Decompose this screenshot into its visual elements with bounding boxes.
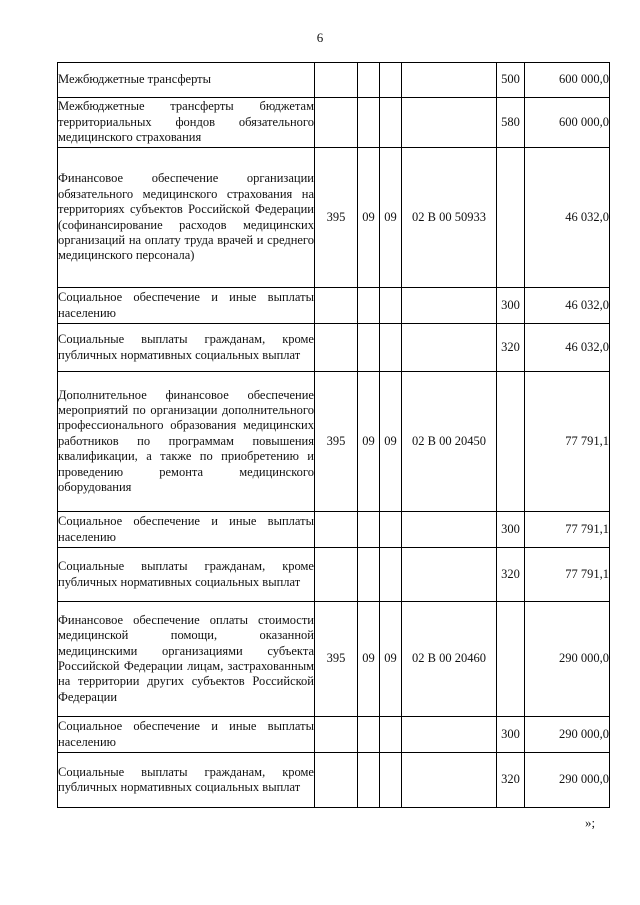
table-row <box>58 148 610 288</box>
subsection-code <box>380 753 402 808</box>
table-row <box>58 602 610 717</box>
section-code: 09 <box>358 148 380 288</box>
amount: 77 791,1 <box>525 548 610 602</box>
expense-type: 320 <box>497 548 525 602</box>
section-code: 09 <box>358 372 380 512</box>
table-row <box>58 324 610 372</box>
ministry-code <box>315 98 358 148</box>
section-code <box>358 717 380 753</box>
expense-type <box>497 148 525 288</box>
target-article <box>402 324 497 372</box>
subsection-code: 09 <box>380 602 402 717</box>
subsection-code <box>380 548 402 602</box>
subsection-code <box>380 717 402 753</box>
target-article: 02 В 00 20460 <box>402 602 497 717</box>
amount: 46 032,0 <box>525 324 610 372</box>
row-name: Дополнительное финансовое обеспечение мероприятий по организации дополнительного профессионального образования медицинских работников по программам повышения квалификации, а также по приобретению и проведению ремонта медицинского оборудования <box>58 372 315 512</box>
page-number: 6 <box>316 30 324 45</box>
ministry-code: 395 <box>315 372 358 512</box>
table-row <box>58 548 610 602</box>
ministry-code <box>315 548 358 602</box>
section-code <box>358 324 380 372</box>
closing-quote-mark: »; <box>585 815 596 830</box>
row-name: Социальное обеспечение и иные выплаты населению <box>58 512 315 548</box>
ministry-code: 395 <box>315 602 358 717</box>
amount: 46 032,0 <box>525 288 610 324</box>
amount: 46 032,0 <box>525 148 610 288</box>
expense-type <box>497 602 525 717</box>
section-code <box>358 512 380 548</box>
amount: 77 791,1 <box>525 372 610 512</box>
row-name: Финансовое обеспечение оплаты стоимости медицинской помощи, оказанной медицинскими организациями субъекта Российской Федерации лицам, застрахованным на территории других субъектов Российской Федерации <box>58 602 315 717</box>
row-name: Социальные выплаты гражданам, кроме публичных нормативных социальных выплат <box>58 753 315 808</box>
section-code <box>358 548 380 602</box>
target-article: 02 В 00 50933 <box>402 148 497 288</box>
ministry-code <box>315 288 358 324</box>
subsection-code <box>380 512 402 548</box>
amount: 600 000,0 <box>525 63 610 98</box>
section-code <box>358 753 380 808</box>
amount: 290 000,0 <box>525 602 610 717</box>
ministry-code <box>315 324 358 372</box>
subsection-code <box>380 288 402 324</box>
table-row <box>58 288 610 324</box>
table-row <box>58 98 610 148</box>
row-name: Социальные выплаты гражданам, кроме публичных нормативных социальных выплат <box>58 324 315 372</box>
table-row <box>58 717 610 753</box>
section-code <box>358 63 380 98</box>
subsection-code <box>380 63 402 98</box>
section-code <box>358 288 380 324</box>
subsection-code: 09 <box>380 372 402 512</box>
subsection-code: 09 <box>380 148 402 288</box>
expense-type: 320 <box>497 753 525 808</box>
target-article <box>402 98 497 148</box>
expense-type <box>497 372 525 512</box>
expense-type: 300 <box>497 512 525 548</box>
row-name: Социальные выплаты гражданам, кроме публичных нормативных социальных выплат <box>58 548 315 602</box>
subsection-code <box>380 98 402 148</box>
row-name: Социальное обеспечение и иные выплаты населению <box>58 717 315 753</box>
table-row <box>58 63 610 98</box>
amount: 290 000,0 <box>525 717 610 753</box>
ministry-code <box>315 512 358 548</box>
table-row <box>58 372 610 512</box>
table-row <box>58 512 610 548</box>
target-article <box>402 717 497 753</box>
target-article <box>402 288 497 324</box>
ministry-code <box>315 753 358 808</box>
target-article <box>402 548 497 602</box>
row-name: Финансовое обеспечение организации обязательного медицинского страхования на территориях субъектов Российской Федерации (софинансирование расходов медицинских организаций на оплату труда врачей и среднего медицинского персонала) <box>58 148 315 288</box>
ministry-code <box>315 63 358 98</box>
ministry-code <box>315 717 358 753</box>
expense-type: 320 <box>497 324 525 372</box>
row-name: Межбюджетные трансферты <box>58 63 315 98</box>
table-row <box>58 753 610 808</box>
section-code: 09 <box>358 602 380 717</box>
expense-type: 300 <box>497 288 525 324</box>
row-name: Социальное обеспечение и иные выплаты населению <box>58 288 315 324</box>
target-article <box>402 512 497 548</box>
ministry-code: 395 <box>315 148 358 288</box>
section-code <box>358 98 380 148</box>
amount: 290 000,0 <box>525 753 610 808</box>
target-article: 02 В 00 20450 <box>402 372 497 512</box>
expense-type: 300 <box>497 717 525 753</box>
target-article <box>402 63 497 98</box>
target-article <box>402 753 497 808</box>
amount: 77 791,1 <box>525 512 610 548</box>
row-name: Межбюджетные трансферты бюджетам территориальных фондов обязательного медицинского страхования <box>58 98 315 148</box>
amount: 600 000,0 <box>525 98 610 148</box>
expense-type: 580 <box>497 98 525 148</box>
subsection-code <box>380 324 402 372</box>
expense-type: 500 <box>497 63 525 98</box>
budget-table <box>57 62 610 808</box>
